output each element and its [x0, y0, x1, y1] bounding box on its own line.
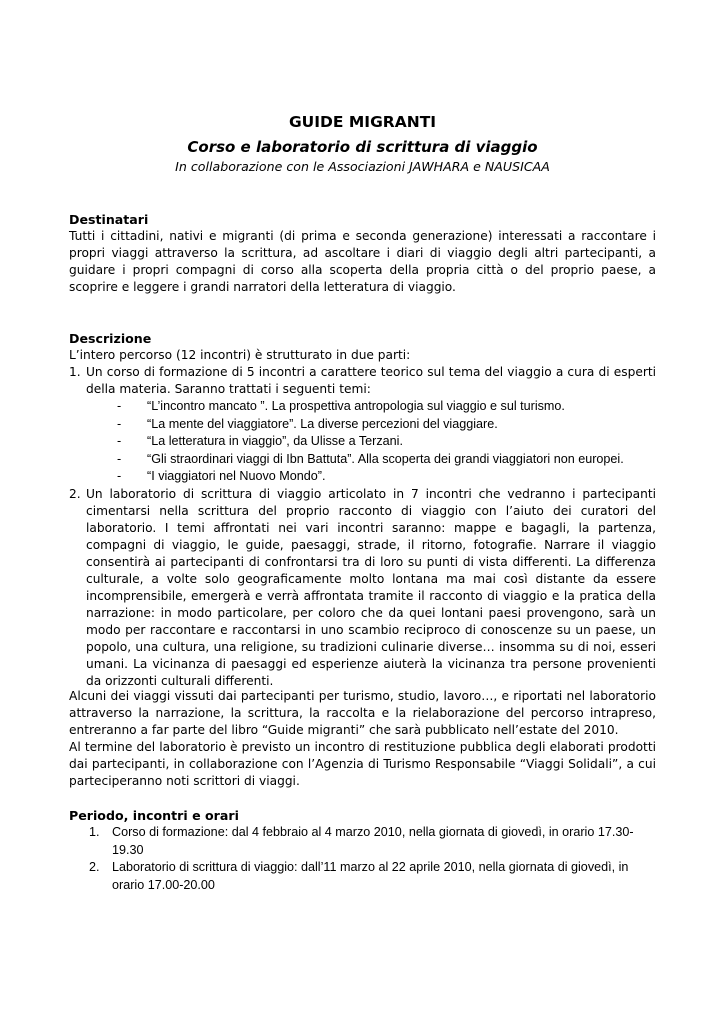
- list-item: [69, 364, 656, 398]
- list-number: 2.: [89, 860, 100, 874]
- descrizione-heading: Descrizione: [69, 331, 152, 346]
- list-item: [69, 859, 656, 894]
- topic-item: - “Gli straordinari viaggi di Ibn Battuta”. Alla scoperta dei grandi viaggiatori non europei.: [69, 451, 656, 469]
- topics-list: [69, 398, 656, 486]
- dash-bullet: -: [117, 451, 122, 466]
- dash-bullet: -: [117, 399, 122, 413]
- descrizione-list-2: [69, 486, 656, 690]
- section-periodo: [69, 807, 656, 894]
- list-item-text: Un laboratorio di scrittura di viaggio articolato in 7 incontri che vedranno i partecipanti cimentarsi nella scrittura del proprio racconto di viaggio con l’aiuto dei curatori del laboratorio. I temi affrontati nei vari incontri saranno: mappe e bagagli, la partenza, compagni di viaggio, le guide, paesaggi, strade, il ritorno, fotografie. Narrare il viaggio consentirà ai partecipanti di confrontarsi tra di loro su punti di vista differenti. La differenza culturale, a volte solo geograficamente molto lontana ma mai così distante da essere incomprensibile, emergerà e verrà affrontata tramite il racconto di viaggio e la pratica della narrazione: in modo particolare, per coloro che da quei lontani paesi provengono, sarà un modo per raccontare e raccontarsi in uno scambio reciproco di conoscenze su un paese, un popolo, una cultura, una religione, su tradizioni culinarie diverse… insomma su di noi, esseri umani. La vicinanza di paesaggi ed esperienze aiuterà la vicinanza tra persone provenienti da orizzonti culturali differenti.: [86, 486, 656, 688]
- periodo-heading: Periodo, incontri e orari: [69, 808, 239, 823]
- destinatari-text: Tutti i cittadini, nativi e migranti (di prima e seconda generazione) interessati a raccontare i propri viaggi attraverso la scrittura, ad ascoltare i diari di viaggio degli altri partecipanti, a guidare i propri compagni di corso alla scoperta della propria città o del proprio paese, a scoprire e leggere i grandi narratori della letteratura di viaggio.: [69, 229, 656, 294]
- list-item-text: Laboratorio di scrittura di viaggio: dall’11 marzo al 22 aprile 2010, nella giornata di giovedì, in orario 17.00-20.00: [112, 860, 629, 892]
- dash-bullet: -: [117, 469, 122, 483]
- list-number: 2.: [69, 486, 81, 501]
- dash-bullet: -: [117, 434, 122, 448]
- list-item: [69, 824, 656, 859]
- collaboration-line: In collaborazione con le Associazioni JAWHARA e NAUSICAA: [175, 159, 550, 174]
- list-item: [69, 486, 656, 690]
- libro-paragraph-1: Alcuni dei viaggi vissuti dai partecipanti per turismo, studio, lavoro…, e riportati nel laboratorio attraverso la narrazione, la scrittura, la raccolta e la rielaborazione del percorso intrapreso, entreranno a far parte del libro “Guide migranti” che sarà pubblicato nell’estate del 2010.: [69, 689, 656, 737]
- destinatari-heading: Destinatari: [69, 212, 149, 227]
- list-item-text: Corso di formazione: dal 4 febbraio al 4 marzo 2010, nella giornata di giovedì, in orario 17.30-19.30: [112, 825, 634, 857]
- section-libro: [69, 688, 656, 790]
- topic-item: - “L’incontro mancato ”. La prospettiva antropologia sul viaggio e sul turismo.: [69, 398, 656, 416]
- section-descrizione: [69, 330, 656, 690]
- periodo-list: [69, 824, 656, 894]
- document-title: GUIDE MIGRANTI: [288, 113, 437, 131]
- list-item-text: Un corso di formazione di 5 incontri a carattere teorico sul tema del viaggio a cura di esperti della materia. Saranno trattati i seguenti temi:: [86, 365, 656, 396]
- topic-item: - “La mente del viaggiatore”. La diverse percezioni del viaggiare.: [69, 416, 656, 434]
- section-destinatari: [69, 211, 656, 296]
- descrizione-intro: L’intero percorso (12 incontri) è strutturato in due parti:: [69, 348, 411, 362]
- list-number: 1.: [89, 825, 100, 839]
- libro-paragraph-2: Al termine del laboratorio è previsto un incontro di restituzione pubblica degli elaborati prodotti dai partecipanti, in collaborazione con l’Agenzia di Turismo Responsabile “Viaggi Solidali”, a cui parteciperanno noti scrittori di viaggi.: [69, 740, 656, 788]
- topic-item: - “I viaggiatori nel Nuovo Mondo”.: [69, 468, 656, 486]
- document-subtitle: Corso e laboratorio di scrittura di viaggio: [187, 138, 538, 156]
- dash-bullet: -: [117, 416, 122, 431]
- list-number: 1.: [69, 365, 81, 379]
- topic-item: - “La letteratura in viaggio”, da Ulisse a Terzani.: [69, 433, 656, 451]
- descrizione-list: [69, 364, 656, 398]
